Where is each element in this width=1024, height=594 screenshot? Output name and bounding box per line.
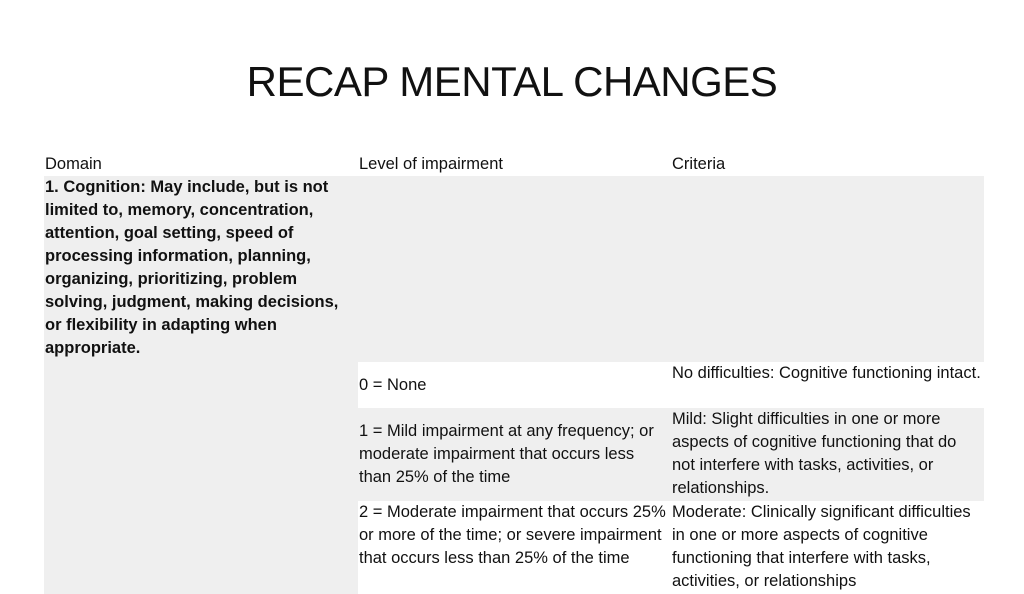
domain-cell xyxy=(44,501,358,594)
criteria-cell: Mild: Slight difficulties in one or more aspects of cognitive functioning that do not interfere with tasks, activities, or relationships. xyxy=(672,410,957,497)
criteria-cell: Moderate: Clinically significant difficulties in one or more aspects of cognitive functioning that interfere with tasks, activities, or relationships xyxy=(672,503,971,590)
header-level: Level of impairment xyxy=(359,155,503,173)
level-cell: 2 = Moderate impairment that occurs 25% or more of the time; or severe impairment that occurs less than 25% of the time xyxy=(359,503,666,567)
impairment-table xyxy=(44,152,984,594)
criteria-cell: No difficulties: Cognitive functioning intact. xyxy=(672,364,981,382)
table-row xyxy=(44,501,984,594)
level-text: 0 = None xyxy=(359,375,427,394)
slide-title: RECAP MENTAL CHANGES xyxy=(246,58,778,105)
criteria-cell xyxy=(671,176,984,362)
domain-cell: 1. Cognition: May include, but is not limited to, memory, concentration, attention, goal setting, speed of processing information, planning, organizing, prioritizing, problem solving, judgment, making decisions, or flexibility in adapting when appropriate. xyxy=(45,178,339,357)
domain-cell xyxy=(44,408,358,501)
header-domain: Domain xyxy=(45,155,102,173)
level-cell xyxy=(358,408,671,501)
level-text: 1 = Mild impairment at any frequency; or moderate impairment that occurs less than 25% of the time xyxy=(359,422,654,486)
header-criteria: Criteria xyxy=(672,155,726,173)
level-cell xyxy=(358,176,671,362)
table-row xyxy=(44,408,984,501)
table-header-row xyxy=(44,152,984,176)
level-cell xyxy=(358,362,671,408)
domain-cell xyxy=(44,362,358,408)
table-row xyxy=(44,176,984,362)
table-row xyxy=(44,362,984,408)
